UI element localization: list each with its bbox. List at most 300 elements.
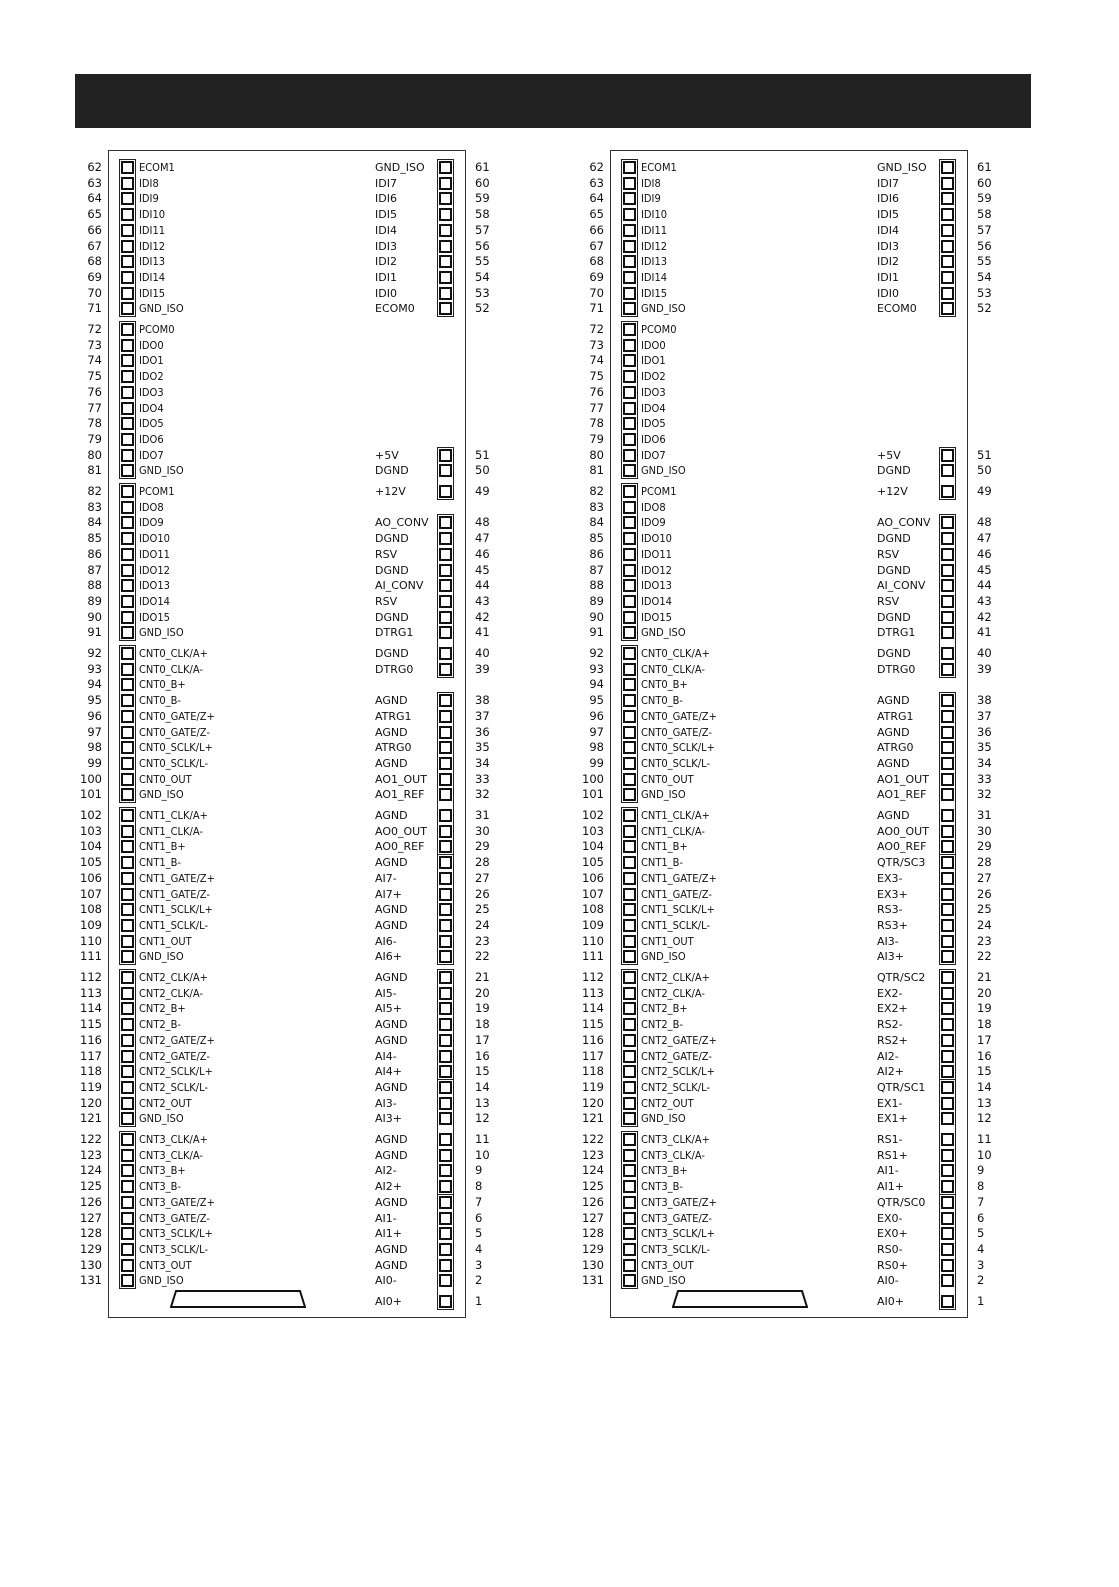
pin-number: 12: [475, 1111, 490, 1126]
pin-label: EX0+: [877, 1227, 908, 1241]
pin-number: 32: [475, 787, 490, 802]
pin-number: 119: [582, 1079, 604, 1094]
pin-number: 73: [589, 337, 604, 352]
pin-label: IDI8: [139, 176, 159, 190]
pin-label: AI4+: [375, 1065, 402, 1079]
pin-number: 74: [589, 353, 604, 368]
pin-number: 24: [475, 917, 490, 932]
pin-label: ECOM0: [877, 302, 917, 316]
pin-label: RS3-: [877, 903, 903, 917]
pin-number: 46: [475, 546, 490, 561]
pin-group-frame: [939, 854, 956, 965]
pin-group-frame: [119, 807, 136, 965]
pin-number: 89: [87, 593, 102, 608]
pin-label: EX2+: [877, 1002, 908, 1016]
pin-label: GND_ISO: [139, 1112, 184, 1126]
pin-label: RS2-: [877, 1018, 903, 1032]
pin-number: 87: [589, 562, 604, 577]
pin-number: 48: [475, 515, 490, 530]
pin-number: 20: [475, 985, 490, 1000]
pin-number: 39: [475, 661, 490, 676]
pin-number: 118: [582, 1064, 604, 1079]
pin-number: 51: [475, 447, 490, 462]
pin-number: 68: [589, 254, 604, 269]
pin-number: 71: [589, 301, 604, 316]
connector-plug-icon: [672, 1290, 808, 1308]
pin-number: 110: [80, 933, 102, 948]
pin-group-frame: [437, 447, 454, 500]
pin-label: IDO1: [641, 354, 666, 368]
pin-number: 72: [589, 322, 604, 336]
pin-number: 40: [475, 646, 490, 660]
pin-label: IDO12: [641, 563, 672, 577]
pin-label: CNT1_B-: [139, 856, 181, 870]
pin-number: 90: [589, 609, 604, 624]
pin-group-frame: [119, 483, 136, 641]
pin-label: AGND: [877, 725, 910, 739]
pin-label: DGND: [877, 610, 911, 624]
pin-group-frame: [939, 1079, 956, 1195]
pin-group-frame: [119, 969, 136, 1127]
pin-number: 10: [977, 1147, 992, 1162]
pin-label: IDO0: [641, 338, 666, 352]
pin-number: 44: [475, 578, 490, 593]
pin-number: 98: [589, 740, 604, 755]
pin-number: 30: [977, 823, 992, 838]
pin-number: 18: [977, 1017, 992, 1032]
pin-number: 19: [977, 1001, 992, 1016]
pin-number: 122: [582, 1132, 604, 1146]
pin-number: 121: [80, 1111, 102, 1126]
pin-group-frame: [437, 514, 454, 677]
pin-number: 131: [582, 1273, 604, 1288]
pin-label: IDI14: [139, 270, 166, 284]
pin-number: 29: [977, 839, 992, 854]
pin-label: IDO5: [139, 417, 164, 431]
pin-number: 24: [977, 917, 992, 932]
pin-label: AI7-: [375, 871, 397, 885]
pin-label: RSV: [877, 547, 900, 561]
pin-number: 43: [475, 593, 490, 608]
pin-label: IDI7: [877, 176, 899, 190]
pin-number: 53: [475, 285, 490, 300]
pin-number: 117: [582, 1048, 604, 1063]
pin-label: AGND: [375, 1133, 408, 1146]
pin-group-frame: [621, 159, 638, 317]
pin-label: IDI15: [139, 286, 166, 300]
pin-number: 37: [977, 708, 992, 723]
pin-label: IDO4: [641, 401, 666, 415]
pin-number: 39: [977, 661, 992, 676]
pin-label: EX0-: [877, 1211, 903, 1225]
pin-number: 23: [475, 933, 490, 948]
pin-label: IDO2: [641, 370, 666, 384]
pin-label: GND_ISO: [641, 788, 686, 802]
pin-number: 14: [977, 1079, 992, 1094]
pin-label: CNT3_SCLK/L-: [641, 1242, 711, 1256]
pin-label: CNT1_B+: [139, 840, 186, 854]
pin-label: AI4-: [375, 1049, 397, 1063]
pin-label: IDO14: [139, 594, 170, 608]
pin-number: 7: [977, 1194, 985, 1209]
pin-label: AI0-: [375, 1274, 397, 1288]
pin-number: 35: [977, 740, 992, 755]
pin-group-frame: [437, 159, 454, 317]
pin-label: RSV: [375, 594, 398, 608]
pin-label: CNT3_SCLK/L+: [139, 1227, 213, 1241]
pin-label: PCOM1: [139, 485, 175, 498]
pin-label: CNT1_OUT: [139, 934, 192, 948]
pin-label: CNT3_SCLK/L-: [139, 1242, 209, 1256]
pin-number: 86: [589, 546, 604, 561]
pin-label: IDI9: [139, 192, 159, 206]
pin-number: 75: [87, 369, 102, 384]
pin-group-frame: [621, 645, 638, 803]
pin-number: 91: [87, 625, 102, 640]
pin-label: AI3-: [877, 934, 899, 948]
pin-label: AI_CONV: [877, 579, 926, 593]
pin-label: CNT0_CLK/A-: [139, 662, 203, 676]
pin-number: 74: [87, 353, 102, 368]
pin-number: 61: [977, 160, 992, 174]
pin-label: ATRG0: [375, 741, 412, 755]
pin-number: 67: [589, 238, 604, 253]
pin-label: PCOM0: [641, 323, 677, 336]
pin-number: 120: [80, 1095, 102, 1110]
pin-label: IDO15: [641, 610, 672, 624]
pin-label: RS0-: [877, 1242, 903, 1256]
pin-label: RS1+: [877, 1148, 908, 1162]
pin-number: 63: [87, 175, 102, 190]
pin-label: IDI5: [877, 208, 899, 222]
pin-label: IDI12: [641, 239, 668, 253]
pin-number: 1: [475, 1294, 483, 1308]
pin-number: 45: [977, 562, 992, 577]
pin-label: DTRG0: [375, 662, 414, 676]
pin-number: 94: [589, 677, 604, 692]
pin-label: CNT0_OUT: [139, 772, 192, 786]
pin-label: ECOM0: [375, 302, 415, 316]
pin-number: 16: [977, 1048, 992, 1063]
pin-label: AI1-: [877, 1164, 899, 1178]
pin-number: 5: [475, 1226, 483, 1241]
pin-label: CNT1_SCLK/L-: [139, 918, 209, 932]
pin-group-frame: [621, 807, 638, 965]
pin-group-frame: [939, 447, 956, 500]
pin-label: IDI13: [641, 255, 668, 269]
pin-label: RS3+: [877, 918, 908, 932]
pin-number: 55: [977, 254, 992, 269]
pin-number: 9: [475, 1163, 483, 1178]
pin-label: CNT2_OUT: [641, 1096, 694, 1110]
pin-number: 55: [475, 254, 490, 269]
pin-number: 97: [589, 724, 604, 739]
pin-number: 20: [977, 985, 992, 1000]
pin-number: 105: [582, 855, 604, 870]
pin-label: DGND: [375, 610, 409, 624]
pin-number: 107: [582, 886, 604, 901]
pin-number: 125: [582, 1179, 604, 1194]
pin-group-frame: [437, 1194, 454, 1310]
pin-label: AO1_REF: [877, 788, 927, 802]
pin-label: IDO4: [139, 401, 164, 415]
pin-number: 61: [475, 160, 490, 174]
pin-label: CNT2_SCLK/L+: [641, 1065, 715, 1079]
pin-number: 71: [87, 301, 102, 316]
pin-label: CNT2_CLK/A+: [641, 971, 710, 984]
pin-number: 115: [80, 1017, 102, 1032]
pin-number: 101: [582, 787, 604, 802]
pin-number: 98: [87, 740, 102, 755]
pin-number: 100: [582, 771, 604, 786]
pin-number: 13: [475, 1095, 490, 1110]
pin-label: GND_ISO: [139, 302, 184, 316]
connector-diagram-right: [564, 150, 1044, 1320]
pin-number: 8: [977, 1179, 985, 1194]
pin-label: CNT2_CLK/A-: [641, 986, 705, 1000]
pin-group-frame: [119, 645, 136, 803]
pin-label: IDO10: [641, 532, 672, 546]
pin-number: 117: [80, 1048, 102, 1063]
pin-label: CNT1_B-: [641, 856, 683, 870]
pin-label: CNT2_SCLK/L+: [139, 1065, 213, 1079]
pin-number: 69: [589, 269, 604, 284]
pin-label: AI0+: [877, 1295, 904, 1308]
pin-label: DTRG1: [877, 626, 916, 640]
pin-label: IDI2: [375, 255, 397, 269]
pin-label: +5V: [375, 448, 399, 462]
pin-label: GND_ISO: [139, 626, 184, 640]
pin-number: 113: [582, 985, 604, 1000]
pin-number: 68: [87, 254, 102, 269]
pin-label: CNT3_B+: [139, 1164, 186, 1178]
pin-group-frame: [437, 1079, 454, 1195]
pin-number: 77: [87, 400, 102, 415]
pin-number: 21: [977, 970, 992, 984]
pin-number: 108: [80, 902, 102, 917]
pin-number: 97: [87, 724, 102, 739]
pin-number: 36: [475, 724, 490, 739]
pin-label: AGND: [375, 1242, 408, 1256]
pin-number: 46: [977, 546, 992, 561]
pin-number: 26: [475, 886, 490, 901]
pin-number: 116: [582, 1032, 604, 1047]
pin-label: IDO3: [139, 385, 164, 399]
pin-label: GND_ISO: [139, 464, 184, 478]
pin-number: 22: [977, 949, 992, 964]
pin-number: 130: [582, 1257, 604, 1272]
pin-label: AGND: [375, 1148, 408, 1162]
pin-number: 57: [475, 222, 490, 237]
pin-number: 48: [977, 515, 992, 530]
pin-number: 69: [87, 269, 102, 284]
pin-number: 56: [977, 238, 992, 253]
pin-label: IDO3: [641, 385, 666, 399]
pin-number: 49: [977, 484, 992, 498]
pin-number: 94: [87, 677, 102, 692]
pin-number: 30: [475, 823, 490, 838]
pin-group-frame: [437, 692, 454, 855]
pin-number: 76: [87, 384, 102, 399]
pin-number: 36: [977, 724, 992, 739]
pin-number: 126: [80, 1194, 102, 1209]
pin-label: CNT1_SCLK/L-: [641, 918, 711, 932]
pin-label: AGND: [375, 971, 408, 984]
pin-label: CNT1_OUT: [641, 934, 694, 948]
pin-number: 27: [475, 870, 490, 885]
pin-label: CNT2_CLK/A-: [139, 986, 203, 1000]
pin-number: 131: [80, 1273, 102, 1288]
pin-label: CNT0_GATE/Z+: [139, 709, 215, 723]
pin-label: CNT0_SCLK/L-: [641, 756, 711, 770]
pin-label: IDO9: [139, 516, 164, 530]
pin-number: 65: [589, 207, 604, 222]
pin-label: CNT1_SCLK/L+: [641, 903, 715, 917]
pin-number: 103: [80, 823, 102, 838]
pin-number: 91: [589, 625, 604, 640]
pin-number: 114: [80, 1001, 102, 1016]
pin-number: 95: [589, 693, 604, 708]
pin-number: 82: [87, 484, 102, 498]
pin-number: 38: [475, 693, 490, 708]
pin-number: 52: [977, 301, 992, 316]
pin-label: IDI15: [641, 286, 668, 300]
pin-label: IDI3: [375, 239, 397, 253]
pin-number: 58: [475, 207, 490, 222]
pin-number: 10: [475, 1147, 490, 1162]
pin-number: 49: [475, 484, 490, 498]
pin-label: CNT3_GATE/Z-: [641, 1211, 712, 1225]
pin-label: CNT0_CLK/A+: [139, 647, 208, 660]
pin-group-frame: [119, 321, 136, 479]
pin-number: 42: [475, 609, 490, 624]
pin-number: 60: [475, 175, 490, 190]
pin-label: DGND: [877, 464, 911, 478]
pin-label: RSV: [375, 547, 398, 561]
pin-label: GND_ISO: [641, 464, 686, 478]
pin-number: 34: [475, 755, 490, 770]
pin-label: AO0_REF: [375, 840, 425, 854]
pin-label: IDI6: [877, 192, 899, 206]
pin-number: 52: [475, 301, 490, 316]
pin-label: CNT2_SCLK/L-: [641, 1080, 711, 1094]
pin-label: CNT0_B+: [139, 678, 186, 692]
pin-number: 67: [87, 238, 102, 253]
pin-label: CNT2_B+: [641, 1002, 688, 1016]
pin-group-frame: [119, 1131, 136, 1289]
pin-number: 103: [582, 823, 604, 838]
pin-number: 64: [589, 191, 604, 206]
pin-label: CNT3_GATE/Z+: [641, 1195, 717, 1209]
pin-number: 87: [87, 562, 102, 577]
pin-number: 62: [87, 160, 102, 174]
pin-label: DTRG1: [375, 626, 414, 640]
pin-number: 66: [589, 222, 604, 237]
pin-number: 6: [475, 1210, 483, 1225]
pin-label: AI1+: [375, 1227, 402, 1241]
pin-label: CNT2_OUT: [139, 1096, 192, 1110]
pin-label: DGND: [375, 464, 409, 478]
pin-label: ATRG0: [877, 741, 914, 755]
pin-label: AI5-: [375, 986, 397, 1000]
pin-label: AO_CONV: [375, 516, 429, 530]
pin-number: 50: [977, 463, 992, 478]
pin-label: DGND: [375, 532, 409, 546]
pin-number: 15: [475, 1064, 490, 1079]
pin-label: CNT1_GATE/Z-: [139, 887, 210, 901]
pin-number: 43: [977, 593, 992, 608]
pin-label: AI0-: [877, 1274, 899, 1288]
pin-number: 31: [475, 808, 490, 822]
pin-number: 85: [87, 531, 102, 546]
pin-label: CNT1_GATE/Z-: [641, 887, 712, 901]
pin-number: 53: [977, 285, 992, 300]
pin-label: QTR/SC2: [877, 971, 926, 984]
pin-label: IDO14: [641, 594, 672, 608]
pin-number: 15: [977, 1064, 992, 1079]
pin-number: 54: [977, 269, 992, 284]
pin-label: IDI11: [139, 223, 166, 237]
pin-label: IDI12: [139, 239, 166, 253]
pin-number: 59: [475, 191, 490, 206]
pin-label: AGND: [375, 1018, 408, 1032]
pin-label: QTR/SC1: [877, 1080, 926, 1094]
pin-number: 111: [80, 949, 102, 964]
connector-diagram-left: [62, 150, 542, 1320]
pin-number: 90: [87, 609, 102, 624]
pin-label: ATRG1: [877, 709, 914, 723]
pin-number: 96: [87, 708, 102, 723]
pin-number: 80: [87, 447, 102, 462]
pin-label: +12V: [375, 485, 406, 498]
pin-label: AGND: [375, 1258, 408, 1272]
pin-number: 99: [589, 755, 604, 770]
pin-label: AGND: [375, 809, 408, 822]
pin-label: AI1+: [877, 1180, 904, 1194]
pin-label: RS2+: [877, 1033, 908, 1047]
pin-label: AO_CONV: [877, 516, 931, 530]
pin-label: EX2-: [877, 986, 903, 1000]
pin-number: 112: [80, 970, 102, 984]
pin-number: 54: [475, 269, 490, 284]
pin-number: 81: [87, 463, 102, 478]
pin-number: 75: [589, 369, 604, 384]
pin-label: CNT3_OUT: [641, 1258, 694, 1272]
pin-label: DGND: [877, 532, 911, 546]
pin-label: IDI5: [375, 208, 397, 222]
pin-label: IDI0: [375, 286, 397, 300]
pin-number: 78: [87, 416, 102, 431]
pin-number: 8: [475, 1179, 483, 1194]
pin-group-frame: [621, 1131, 638, 1289]
pin-label: AO0_OUT: [877, 824, 929, 838]
pin-label: EX1+: [877, 1112, 908, 1126]
pin-number: 19: [475, 1001, 490, 1016]
pin-label: CNT1_GATE/Z+: [641, 871, 717, 885]
pin-number: 107: [80, 886, 102, 901]
pin-label: IDI10: [641, 208, 668, 222]
pin-label: AI2-: [375, 1164, 397, 1178]
pin-number: 76: [589, 384, 604, 399]
connector-plug-icon: [170, 1290, 306, 1308]
pin-number: 29: [475, 839, 490, 854]
pin-number: 125: [80, 1179, 102, 1194]
pin-number: 73: [87, 337, 102, 352]
pin-number: 56: [475, 238, 490, 253]
pin-label: IDO7: [641, 448, 666, 462]
pin-label: AI2-: [877, 1049, 899, 1063]
pin-number: 41: [475, 625, 490, 640]
